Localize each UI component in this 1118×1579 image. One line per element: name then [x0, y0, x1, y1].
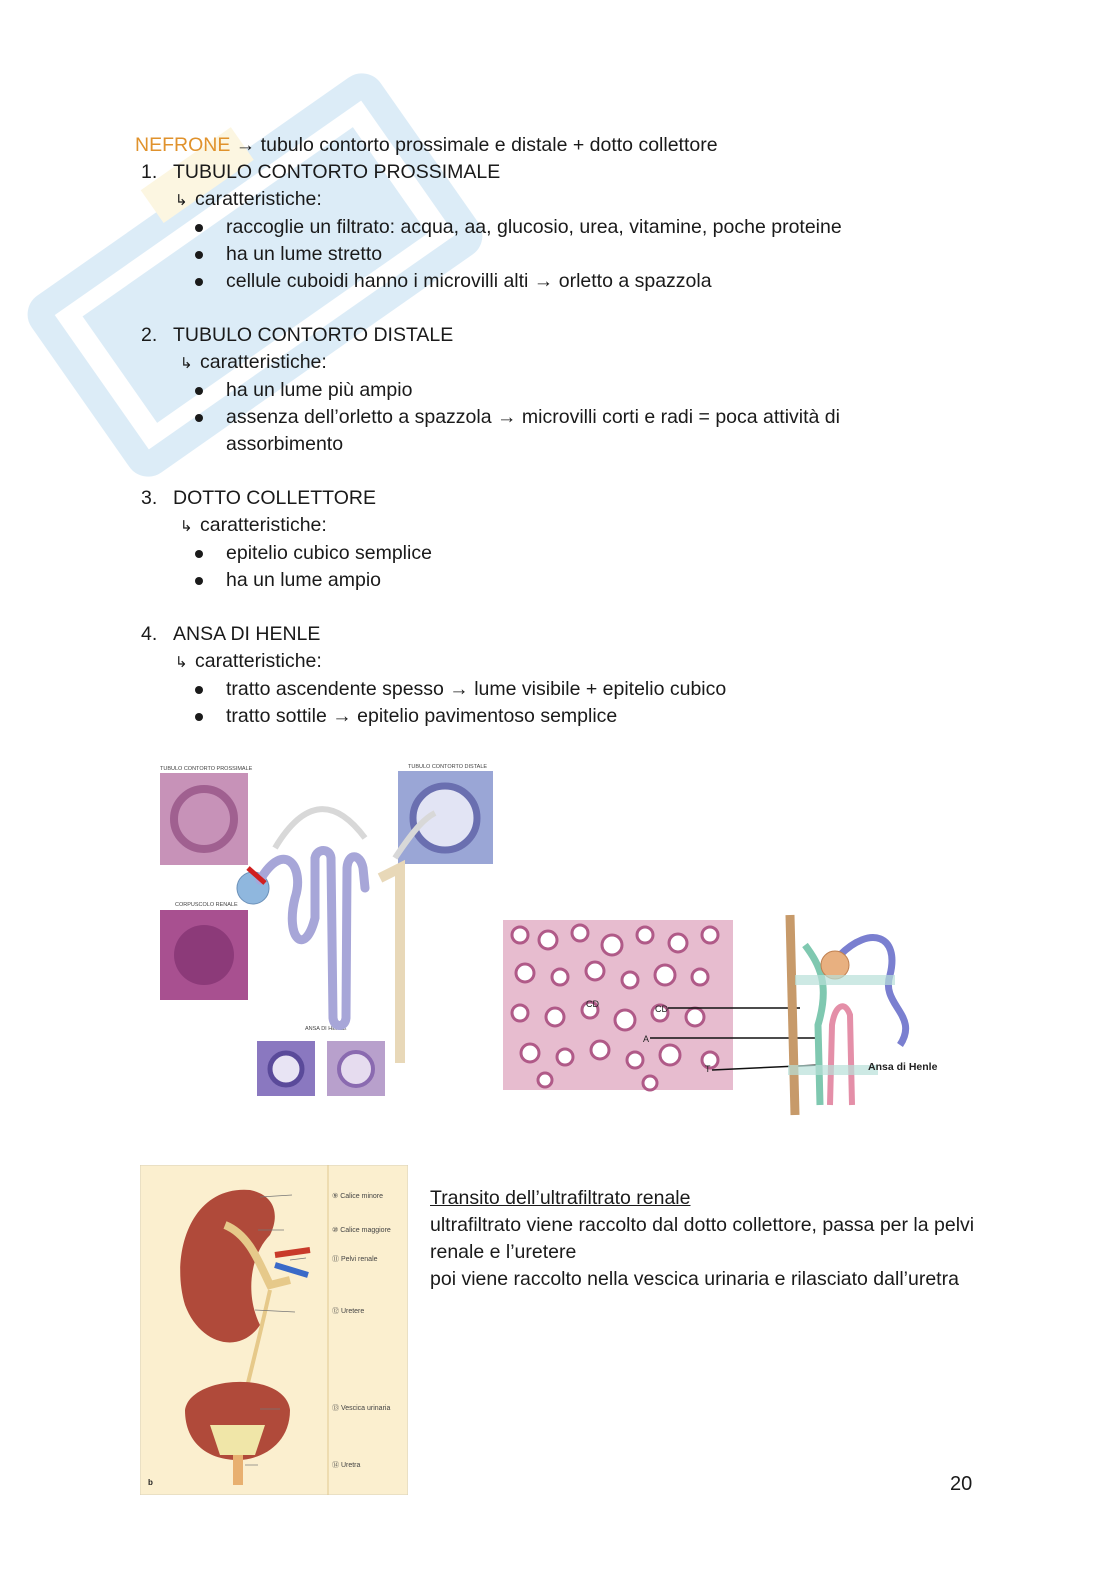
label-vescica-urinaria: ⑬ Vescica urinaria	[332, 1405, 391, 1412]
section-title: TUBULO CONTORTO PROSSIMALE	[173, 161, 501, 183]
section-heading	[135, 485, 1035, 512]
section-subheading: ↳ caratteristiche:	[135, 512, 1035, 540]
bullet-list	[135, 540, 1035, 594]
caption-line: poi viene raccolto nella vescica urinaria e rilasciato dall’uretra	[430, 1268, 959, 1290]
notes-text	[135, 132, 1035, 730]
bullet-list	[135, 676, 1035, 730]
list-item: tratto ascendente spesso → lume visibile + epitelio cubico	[193, 676, 1035, 703]
section-subheading: ↳ caratteristiche:	[135, 186, 1035, 214]
label-pelvi-renale: ⑪ Pelvi renale	[332, 1256, 378, 1263]
nephron-keyword: NEFRONE	[135, 134, 231, 156]
section-title: DOTTO COLLETTORE	[173, 487, 376, 509]
section-number: 3.	[141, 487, 158, 509]
label-t: T	[705, 1064, 711, 1074]
section-heading	[135, 322, 1035, 349]
section-tubulo-distale	[135, 322, 1035, 458]
section-subheading: ↳ caratteristiche:	[135, 648, 1035, 676]
section-title: ANSA DI HENLE	[173, 623, 321, 645]
label-ansa: ANSA DI HENLE	[305, 1026, 347, 1032]
section-dotto-collettore	[135, 485, 1035, 594]
section-heading	[135, 621, 1035, 648]
section-number: 1.	[141, 161, 158, 183]
list-item: ha un lume più ampio	[193, 377, 905, 404]
list-item: epitelio cubico semplice	[193, 540, 1035, 567]
section-number: 4.	[141, 623, 158, 645]
section-tubulo-prossimale	[135, 159, 1035, 295]
page-number: 20	[950, 1473, 973, 1495]
nephron-heading-rest: → tubulo contorto prossimale e distale + dotto collettore	[230, 134, 718, 156]
return-arrow-icon: ↳	[180, 518, 193, 535]
section-ansa-henle	[135, 621, 1035, 730]
caption-line: ultrafiltrato viene raccolto dal dotto collettore, passa per la pelvi renale e l’uretere	[430, 1214, 975, 1263]
section-heading	[135, 159, 1035, 186]
urinary-caption	[430, 1185, 990, 1293]
label-cd-2: CD	[655, 1004, 668, 1014]
urinary-tract-figure	[140, 1165, 408, 1495]
caption-title: Transito dell’ultrafiltrato renale	[430, 1187, 691, 1209]
list-item: tratto sottile → epitelio pavimentoso semplice	[193, 703, 1035, 730]
histology-section-figure	[500, 905, 960, 1130]
section-title: TUBULO CONTORTO DISTALE	[173, 324, 454, 346]
label-a: A	[643, 1034, 650, 1044]
bullet-list	[135, 214, 1035, 295]
label-tcd: TUBULO CONTORTO DISTALE	[408, 764, 488, 770]
list-item: raccoglie un filtrato: acqua, aa, glucosio, urea, vitamine, poche proteine	[193, 214, 1035, 241]
list-item: ha un lume stretto	[193, 241, 1035, 268]
nephron-heading	[135, 132, 1035, 159]
label-corpuscolo: CORPUSCOLO RENALE	[175, 902, 238, 908]
return-arrow-icon: ↳	[180, 355, 193, 372]
label-uretere: ⑫ Uretere	[332, 1308, 365, 1315]
return-arrow-icon: ↳	[175, 654, 188, 671]
bullet-list	[135, 377, 905, 458]
label-tcp: TUBULO CONTORTO PROSSIMALE	[160, 766, 253, 772]
list-item: ha un lume ampio	[193, 567, 1035, 594]
label-calice-minore: ⑨ Calice minore	[332, 1193, 384, 1200]
list-item: cellule cuboidi hanno i microvilli alti → orletto a spazzola	[193, 268, 1035, 295]
label-uretra: ⑭ Uretra	[332, 1462, 361, 1469]
label-ansa-henle: Ansa di Henle	[868, 1061, 938, 1073]
list-item: assenza dell’orletto a spazzola → microvilli corti e radi = poca attività di assorbimento	[193, 404, 905, 458]
section-number: 2.	[141, 324, 158, 346]
section-subheading: ↳ caratteristiche:	[135, 349, 1035, 377]
nephron-diagram-figure	[155, 758, 505, 1128]
label-cd: CD	[586, 999, 599, 1009]
panel-letter: b	[148, 1478, 153, 1487]
label-calice-maggiore: ⑩ Calice maggiore	[332, 1227, 391, 1234]
return-arrow-icon: ↳	[175, 192, 188, 209]
